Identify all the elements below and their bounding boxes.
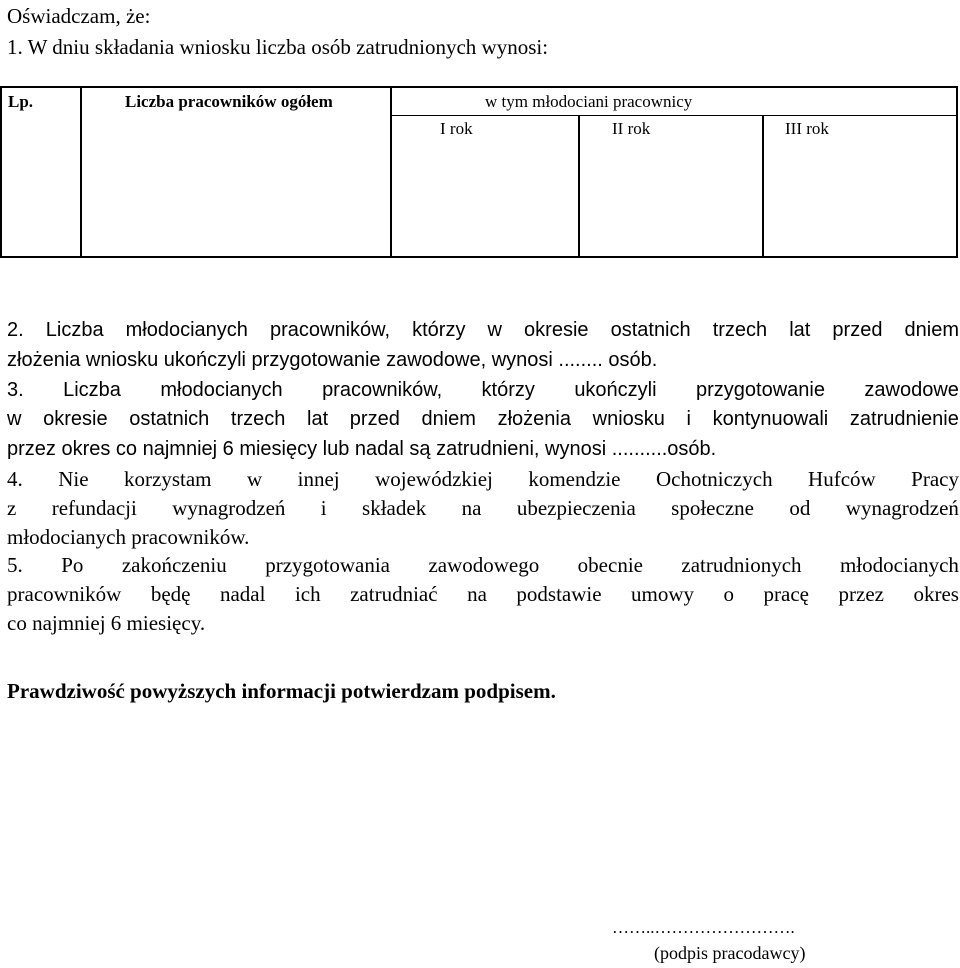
word: 5. [7, 553, 23, 577]
word: Pracy [911, 467, 959, 491]
word: Nie [58, 467, 89, 491]
word: o [723, 582, 735, 606]
word: Po [61, 553, 84, 577]
item-3-line-2 [7, 407, 959, 431]
word: wynagrodzeń [845, 496, 959, 520]
word: składek [362, 496, 427, 520]
word: na [461, 496, 482, 520]
employees-table [0, 86, 958, 258]
word: ostatnich [610, 319, 691, 341]
word: w [487, 319, 502, 341]
signature-line: ……..……………………. [612, 918, 795, 937]
word: młodocianych [839, 553, 959, 577]
word: będę [150, 582, 191, 606]
word: dniem [904, 319, 959, 341]
word: dniem [421, 408, 476, 430]
sub-header-year1: I rok [440, 119, 473, 138]
word: wojewódzkiej [375, 467, 493, 491]
word: młodocianych [125, 319, 248, 341]
sub-header-year2: II rok [612, 119, 651, 138]
word: nadal [219, 582, 266, 606]
word: społeczne [671, 496, 754, 520]
word: umowy [631, 582, 695, 606]
word: Liczba [63, 379, 121, 401]
word: przed [349, 408, 400, 430]
word: 2. [7, 319, 24, 341]
word: komendzie [528, 467, 621, 491]
word: na [467, 582, 487, 606]
word: Hufców [808, 467, 876, 491]
item-5-line-3: co najmniej 6 miesięcy. [7, 611, 206, 635]
word: 4. [7, 467, 23, 491]
word: refundacji [51, 496, 137, 520]
word: Liczba [45, 319, 104, 341]
word: pracę [763, 582, 810, 606]
word: okres [913, 582, 959, 606]
item-4-line-3: młodocianych pracowników. [7, 525, 250, 549]
word: i [320, 496, 327, 520]
signature-label: (podpis pracodawcy) [654, 943, 806, 963]
word: pracowników, [269, 319, 391, 341]
word: ostatnich [129, 408, 210, 430]
word: ich [294, 582, 321, 606]
word: Ochotniczych [655, 467, 773, 491]
item-1-text: 1. W dniu składania wniosku liczba osób zatrudnionych wynosi: [7, 35, 549, 59]
word: trzech [230, 408, 286, 430]
word: lat [789, 319, 811, 341]
word: wynagrodzeń [172, 496, 286, 520]
word: ukończyli [574, 379, 657, 401]
word: przed [832, 319, 883, 341]
word: pracowników [7, 582, 122, 606]
col-header-total: Liczba pracowników ogółem [125, 92, 333, 111]
confirmation-text: Prawdziwość powyższych informacji potwierdzam podpisem. [7, 679, 556, 703]
word: zakończeniu [121, 553, 227, 577]
col-header-young: w tym młodociani pracownicy [485, 92, 693, 111]
word: okresie [43, 408, 108, 430]
word: przygotowanie [696, 379, 825, 401]
word: zawodowe [864, 379, 959, 401]
item-5-line-1 [7, 553, 959, 577]
word: w [7, 408, 22, 430]
intro-text: Oświadczam, że: [7, 4, 151, 28]
word: obecnie [577, 553, 643, 577]
word: od [789, 496, 811, 520]
word: lat [307, 408, 329, 430]
word: wniosku [592, 408, 665, 430]
word: zawodowego [428, 553, 540, 577]
item-3-line-3: przez okres co najmniej 6 miesięcy lub nadal są zatrudnieni, wynosi ..........osób. [7, 438, 717, 460]
word: trzech [712, 319, 768, 341]
word: młodocianych [160, 379, 283, 401]
item-3-line-1 [7, 378, 959, 402]
word: zatrudniać [350, 582, 438, 606]
word: w [246, 467, 263, 491]
word: 3. [7, 379, 24, 401]
word: zatrudnienie [849, 408, 959, 430]
item-5-line-2 [7, 582, 959, 606]
item-2-line-2: złożenia wniosku ukończyli przygotowanie zawodowe, wynosi ........ osób. [7, 349, 658, 371]
word: i [686, 408, 691, 430]
item-4-line-2 [7, 496, 959, 520]
item-2-line-1 [7, 318, 959, 342]
word: kontynuowali [712, 408, 829, 430]
word: okresie [524, 319, 589, 341]
word: pracowników, [322, 379, 443, 401]
word: przygotowania [265, 553, 390, 577]
word: korzystam [124, 467, 212, 491]
sub-header-year3: III rok [785, 119, 829, 138]
col-header-lp: Lp. [8, 92, 34, 111]
word: złożenia [497, 408, 571, 430]
word: innej [297, 467, 340, 491]
word: z [7, 496, 17, 520]
word: zatrudnionych [681, 553, 802, 577]
word: którzy [412, 319, 466, 341]
item-4-line-1 [7, 467, 959, 491]
word: którzy [481, 379, 535, 401]
word: ubezpieczenia [516, 496, 636, 520]
word: przez [838, 582, 884, 606]
word: podstawie [516, 582, 602, 606]
